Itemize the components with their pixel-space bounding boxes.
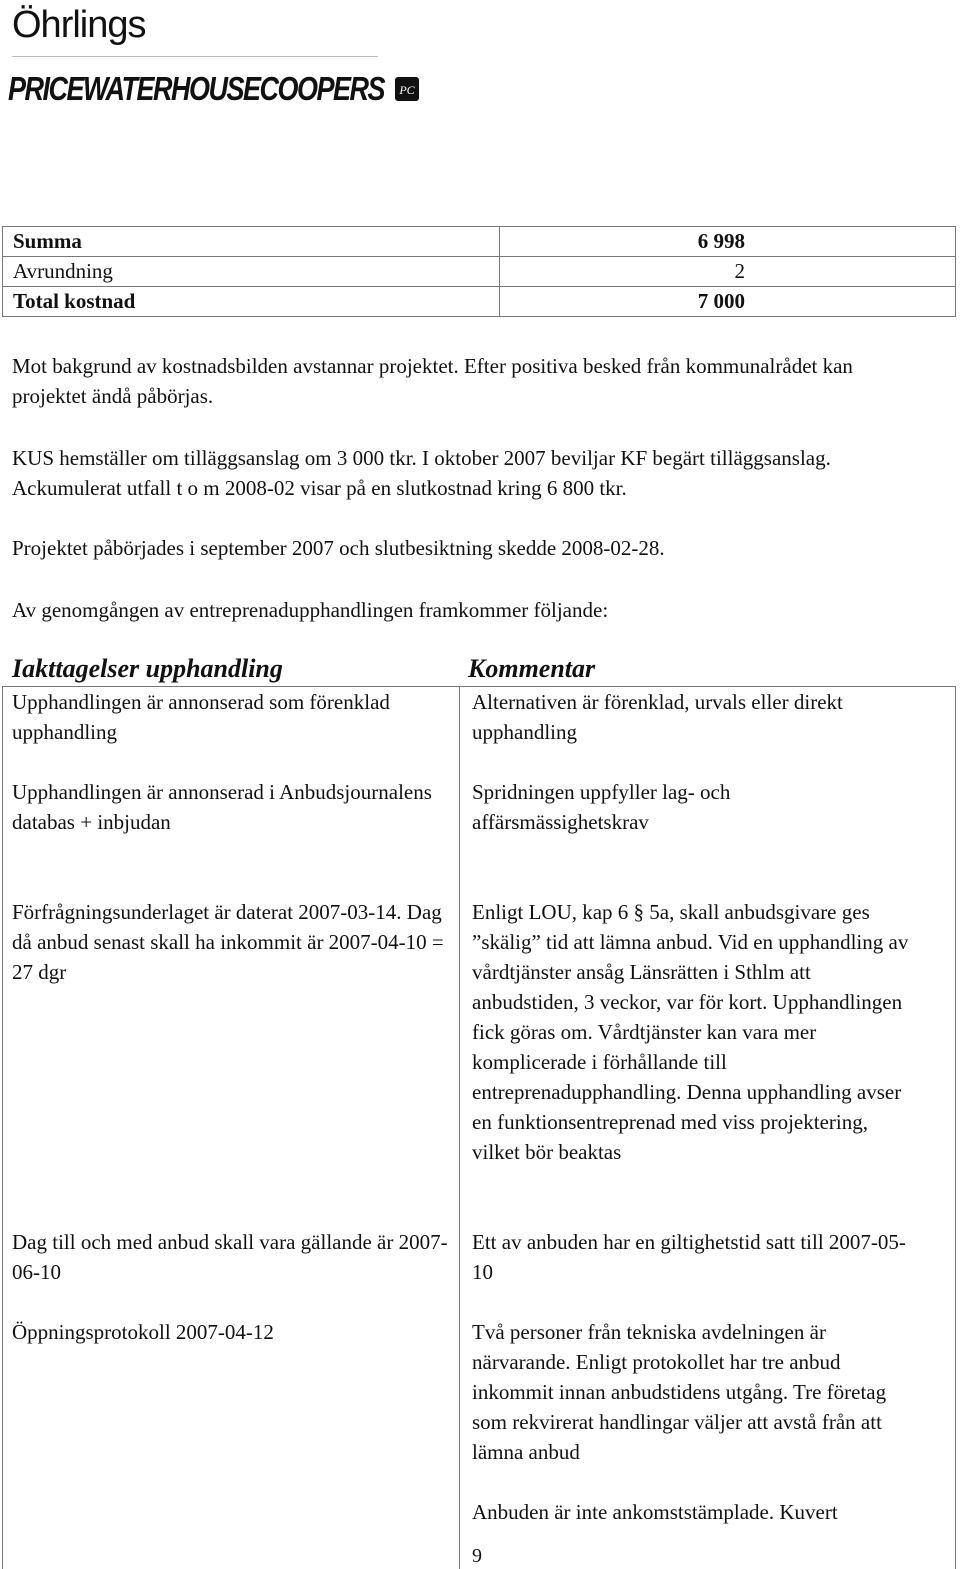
column-header-observations: Iakttagelser upphandling: [12, 654, 283, 683]
observation-cell: Upphandlingen är annonserad i Anbudsjournalens databas + inbjudan: [12, 780, 432, 834]
paragraph-project-dates: Projektet påbörjades i september 2007 och slutbesiktning skedde 2008-02-28.: [12, 536, 665, 560]
row-value: 6 998: [500, 227, 956, 257]
pwc-seal-icon: [394, 76, 420, 102]
table-row: [3, 227, 956, 257]
observation-cell: Förfrågningsunderlaget är daterat 2007-03-14. Dag då anbud senast skall ha inkommit är 2007-04-10 = 27 dgr: [12, 900, 444, 984]
logo-text: PRICEWATERHOUSECOOPERS: [8, 69, 385, 108]
paragraph-cost-background: Mot bakgrund av kostnadsbilden avstannar projektet. Efter positiva besked från kommunalrådet kan projektet ändå påbörjas.: [12, 354, 853, 408]
cost-summary-table: [2, 226, 956, 317]
row-label: Total kostnad: [3, 287, 500, 317]
row-value: 7 000: [500, 287, 956, 317]
comment-cell: Enligt LOU, kap 6 § 5a, skall anbudsgivare ges ”skälig” tid att lämna anbud. Vid en upphandling av vårdtjänster ansåg Länsrätten i Sthlm att anbudstiden, 3 veckor, var för kort. Upphandlingen fick göras om. Vårdtjänster kan vara mer komplicerade i förhållande till entreprenadupphandling. Denna upphandling avser en funktionsentreprenad med viss projektering, vilket bör beaktas: [472, 900, 909, 1164]
comment-cell: Ett av anbuden har en giltighetstid satt till 2007-05-10: [472, 1230, 906, 1284]
company-logo: [8, 66, 420, 112]
row-label: Avrundning: [3, 257, 500, 287]
header-divider: [12, 56, 378, 57]
paragraph-supplementary-grant: KUS hemställer om tilläggsanslag om 3 000 tkr. I oktober 2007 beviljar KF begärt tilläggsanslag. Ackumulerat utfall t o m 2008-02 visar på en slutkostnad kring 6 800 tkr.: [12, 446, 831, 500]
svg-text:PC: PC: [399, 83, 415, 97]
observation-cell: Upphandlingen är annonserad som förenklad upphandling: [12, 690, 390, 744]
table-row: [3, 287, 956, 317]
row-label: Summa: [3, 227, 500, 257]
comment-cell: Alternativen är förenklad, urvals eller direkt upphandling: [472, 690, 843, 744]
comment-cell: Två personer från tekniska avdelningen är närvarande. Enligt protokollet har tre anbud inkommit innan anbudstidens utgång. Tre företag som rekvirerat handlingar väljer att avstå från att lämna anbud: [472, 1320, 887, 1464]
comment-cell: Anbuden är inte ankomststämplade. Kuvert: [472, 1500, 838, 1524]
grid-column-divider: [459, 686, 460, 1569]
table-row: [3, 257, 956, 287]
brand-name: Öhrlings: [12, 4, 146, 46]
row-value: 2: [500, 257, 956, 287]
paragraph-review-intro: Av genomgången av entreprenadupphandlingen framkommer följande:: [12, 598, 609, 622]
observation-cell: Dag till och med anbud skall vara gällande är 2007-06-10: [12, 1230, 448, 1284]
column-header-comment: Kommentar: [468, 654, 596, 683]
comment-cell: Spridningen uppfyller lag- och affärsmässighetskrav: [472, 780, 731, 834]
observation-cell: Öppningsprotokoll 2007-04-12: [12, 1320, 274, 1344]
page-number: 9: [472, 1545, 482, 1567]
